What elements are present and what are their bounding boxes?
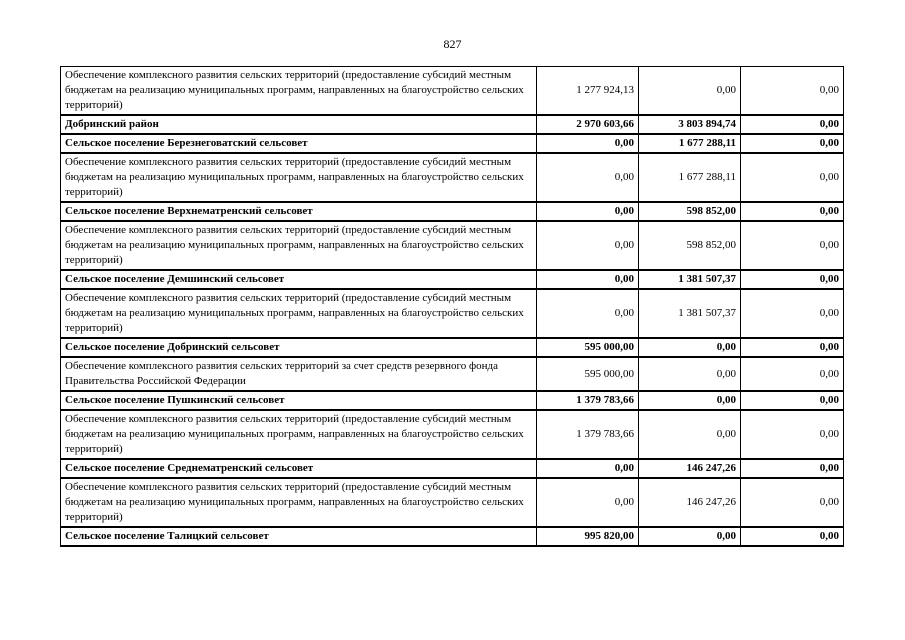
table-row-item xyxy=(61,357,844,391)
row-name-cell: Добринский район xyxy=(61,115,537,134)
row-value-2-cell: 1 381 507,37 xyxy=(639,289,741,338)
table-row-section xyxy=(61,338,844,357)
row-value-2-cell: 3 803 894,74 xyxy=(639,115,741,134)
row-name-cell: Обеспечение комплексного развития сельских территорий (предоставление субсидий местным бюджетам на реализацию муниципальных программ, направленных на благоустройство сельских территорий) xyxy=(61,221,537,270)
row-value-2-cell: 598 852,00 xyxy=(639,202,741,221)
row-value-1-cell: 595 000,00 xyxy=(537,357,639,391)
row-value-3-cell: 0,00 xyxy=(741,202,844,221)
row-value-2-cell: 0,00 xyxy=(639,410,741,459)
row-value-1-cell: 1 379 783,66 xyxy=(537,391,639,410)
row-value-3-cell: 0,00 xyxy=(741,289,844,338)
row-value-1-cell: 595 000,00 xyxy=(537,338,639,357)
row-name-cell: Сельское поселение Добринский сельсовет xyxy=(61,338,537,357)
row-name-cell: Обеспечение комплексного развития сельских территорий (предоставление субсидий местным бюджетам на реализацию муниципальных программ, направленных на благоустройство сельских территорий) xyxy=(61,289,537,338)
row-value-3-cell: 0,00 xyxy=(741,478,844,527)
row-name-cell: Сельское поселение Верхнематренский сельсовет xyxy=(61,202,537,221)
row-value-3-cell: 0,00 xyxy=(741,391,844,410)
row-value-1-cell: 1 379 783,66 xyxy=(537,410,639,459)
row-value-2-cell: 146 247,26 xyxy=(639,478,741,527)
budget-table-body xyxy=(61,67,844,547)
row-value-1-cell: 0,00 xyxy=(537,202,639,221)
page-number: 827 xyxy=(443,37,462,51)
row-name-cell: Сельское поселение Пушкинский сельсовет xyxy=(61,391,537,410)
row-value-1-cell: 0,00 xyxy=(537,153,639,202)
row-name-cell: Обеспечение комплексного развития сельских территорий (предоставление субсидий местным бюджетам на реализацию муниципальных программ, направленных на благоустройство сельских территорий) xyxy=(61,153,537,202)
row-value-2-cell: 598 852,00 xyxy=(639,221,741,270)
table-row-item xyxy=(61,221,844,270)
table-row-section xyxy=(61,459,844,478)
table-row-item xyxy=(61,153,844,202)
row-name-cell: Сельское поселение Талицкий сельсовет xyxy=(61,527,537,546)
row-value-3-cell: 0,00 xyxy=(741,459,844,478)
table-row-section xyxy=(61,202,844,221)
row-value-3-cell: 0,00 xyxy=(741,67,844,116)
row-name-cell: Обеспечение комплексного развития сельских территорий (предоставление субсидий местным бюджетам на реализацию муниципальных программ, направленных на благоустройство сельских территорий) xyxy=(61,67,537,116)
row-value-3-cell: 0,00 xyxy=(741,115,844,134)
row-value-3-cell: 0,00 xyxy=(741,527,844,546)
row-value-1-cell: 0,00 xyxy=(537,459,639,478)
row-value-1-cell: 0,00 xyxy=(537,478,639,527)
row-name-cell: Сельское поселение Среднематренский сельсовет xyxy=(61,459,537,478)
row-value-3-cell: 0,00 xyxy=(741,153,844,202)
row-value-2-cell: 0,00 xyxy=(639,391,741,410)
row-name-cell: Обеспечение комплексного развития сельских территорий за счет средств резервного фонда Правительства Российской Федерации xyxy=(61,357,537,391)
row-name-cell: Сельское поселение Березнеговатский сельсовет xyxy=(61,134,537,153)
row-value-2-cell: 1 677 288,11 xyxy=(639,134,741,153)
row-value-2-cell: 0,00 xyxy=(639,357,741,391)
row-value-1-cell: 1 277 924,13 xyxy=(537,67,639,116)
table-row-section xyxy=(61,527,844,546)
row-value-2-cell: 1 381 507,37 xyxy=(639,270,741,289)
table-row-item xyxy=(61,478,844,527)
row-value-1-cell: 995 820,00 xyxy=(537,527,639,546)
row-value-3-cell: 0,00 xyxy=(741,270,844,289)
row-value-2-cell: 0,00 xyxy=(639,338,741,357)
table-row-item xyxy=(61,67,844,116)
table-row-section xyxy=(61,115,844,134)
row-value-3-cell: 0,00 xyxy=(741,338,844,357)
row-name-cell: Сельское поселение Демшинский сельсовет xyxy=(61,270,537,289)
row-name-cell: Обеспечение комплексного развития сельских территорий (предоставление субсидий местным бюджетам на реализацию муниципальных программ, направленных на благоустройство сельских территорий) xyxy=(61,410,537,459)
row-value-2-cell: 1 677 288,11 xyxy=(639,153,741,202)
row-value-2-cell: 0,00 xyxy=(639,67,741,116)
table-row-item xyxy=(61,410,844,459)
table-row-item xyxy=(61,289,844,338)
row-value-1-cell: 0,00 xyxy=(537,289,639,338)
row-value-2-cell: 146 247,26 xyxy=(639,459,741,478)
row-value-3-cell: 0,00 xyxy=(741,221,844,270)
table-row-section xyxy=(61,391,844,410)
row-value-1-cell: 2 970 603,66 xyxy=(537,115,639,134)
row-value-3-cell: 0,00 xyxy=(741,357,844,391)
row-value-1-cell: 0,00 xyxy=(537,134,639,153)
table-row-section xyxy=(61,134,844,153)
row-value-3-cell: 0,00 xyxy=(741,410,844,459)
row-value-3-cell: 0,00 xyxy=(741,134,844,153)
row-value-1-cell: 0,00 xyxy=(537,221,639,270)
budget-table xyxy=(60,66,844,547)
row-value-1-cell: 0,00 xyxy=(537,270,639,289)
row-name-cell: Обеспечение комплексного развития сельских территорий (предоставление субсидий местным бюджетам на реализацию муниципальных программ, направленных на благоустройство сельских территорий) xyxy=(61,478,537,527)
row-value-2-cell: 0,00 xyxy=(639,527,741,546)
table-row-section xyxy=(61,270,844,289)
